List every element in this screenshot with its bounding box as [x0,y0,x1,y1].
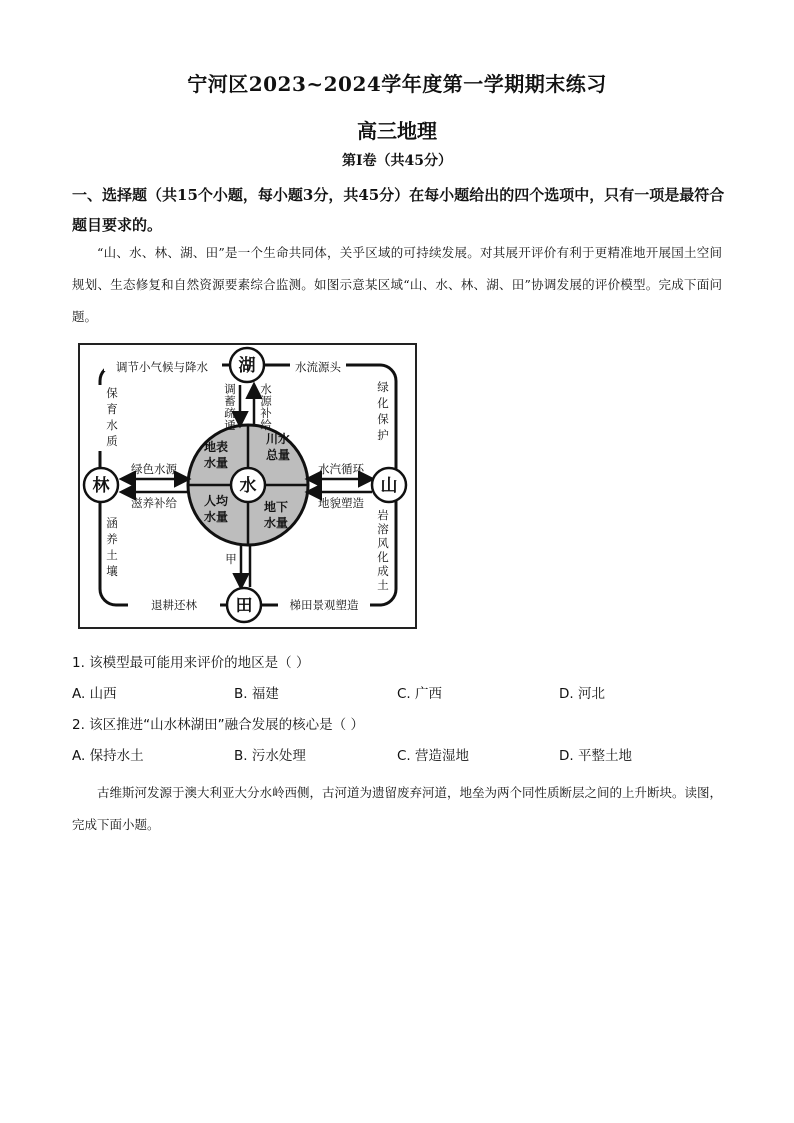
node-forest: 林 [92,476,110,496]
edge-right-bottom-2: 溶 [377,522,389,536]
exam-title: 宁河区2023~2024学年度第一学期期末练习 [187,72,607,96]
question-2-option-d[interactable]: D. 平整土地 [559,748,632,764]
sector-river-1: 川水 [265,432,291,446]
sector-ground-2: 水量 [263,516,289,530]
edge-left-top-2: 育 [106,402,118,416]
edge-right-bottom-4: 化 [377,550,389,564]
question-2-option-a[interactable]: A. 保持水土 [72,748,144,764]
question-1-option-b[interactable]: B. 福建 [234,686,279,702]
link-lake-right-2: 源 [260,394,272,408]
sector-percap-1: 人均 [203,494,229,508]
section-instructions: 一、选择题（共15个小题，每小题3分，共45分）在每小题给出的四个选项中，只有一项是最符合题目要求的。 [72,186,725,234]
question-2-option-c[interactable]: C. 营造湿地 [397,748,470,764]
node-water: 水 [239,476,257,496]
link-mountain-bottom: 地貌塑造 [318,496,364,510]
question-1-option-c[interactable]: C. 广西 [397,686,443,702]
link-lake-right-1: 水 [260,382,272,396]
edge-left-bottom-4: 壤 [106,564,118,578]
edge-top-left: 调节小气候与降水 [116,360,208,374]
question-1-option-d[interactable]: D. 河北 [559,686,605,702]
question-1-stem: 1. 该模型最可能用来评价的地区是（ ） [72,655,310,671]
link-lake-right-4: 给 [260,418,272,432]
edge-top-right: 水流源头 [295,360,341,374]
evaluation-model-diagram [78,343,418,630]
passage-river: 古维斯河发源于澳大利亚大分水岭西侧，古河道为遗留废弃河道，地垒为两个同性质断层之间的上升断块。读图，完成下面小题。 [72,785,723,832]
edge-right-bottom-3: 风 [377,536,389,550]
sector-surface-2: 水量 [203,456,229,470]
link-lake-left-1: 调 [224,382,236,396]
sector-ground-1: 地下 [263,500,289,514]
edge-right-top-1: 绿 [377,380,389,394]
edge-left-top-3: 水 [106,418,118,432]
edge-right-bottom-1: 岩 [377,508,389,522]
question-2-option-b[interactable]: B. 污水处理 [234,748,306,764]
edge-left-bottom-3: 土 [106,548,118,562]
volume-heading: 第I卷（共45分） [341,153,453,169]
link-mountain-top: 水汽循环 [318,462,364,476]
question-2-stem: 2. 该区推进“山水林湖田”融合发展的核心是（ ） [72,717,364,733]
node-field: 田 [235,596,253,616]
sector-percap-2: 水量 [203,510,229,524]
edge-bottom-right: 梯田景观塑造 [289,598,359,612]
passage-intro: “山、水、林、湖、田”是一个生命共同体，关乎区域的可持续发展。对其展开评价有利于更精准地开展国土空间规划、生态修复和自然资源要素综合监测。如图示意某区域“山、水、林、湖、田”协调发展的评价模型。完成下面问题。 [72,245,722,324]
edge-bottom-left: 退耕还林 [151,598,197,612]
link-forest-top: 绿色水源 [131,462,177,476]
sector-river-2: 总量 [265,448,291,462]
edge-left-bottom-2: 养 [106,532,118,546]
edge-left-top-1: 保 [106,386,118,400]
link-lake-left-4: 通 [224,418,236,432]
edge-right-bottom-6: 土 [377,578,389,592]
link-lake-left-2: 蓄 [224,394,236,408]
edge-right-bottom-5: 成 [377,564,389,578]
edge-right-top-3: 保 [377,412,389,426]
node-lake: 湖 [238,356,256,376]
link-field-label: 甲 [225,552,237,566]
node-mountain: 山 [380,476,398,496]
edge-right-top-2: 化 [377,396,389,410]
edge-left-top-4: 质 [106,434,118,448]
edge-right-top-4: 护 [377,428,389,442]
link-lake-left-3: 疏 [224,406,236,420]
edge-left-bottom-1: 涵 [106,516,118,530]
exam-subject: 高三地理 [357,119,437,143]
link-lake-right-3: 补 [260,406,272,420]
link-forest-bottom: 滋养补给 [131,496,177,510]
question-1-option-a[interactable]: A. 山西 [72,686,117,702]
sector-surface-1: 地表 [203,440,229,454]
